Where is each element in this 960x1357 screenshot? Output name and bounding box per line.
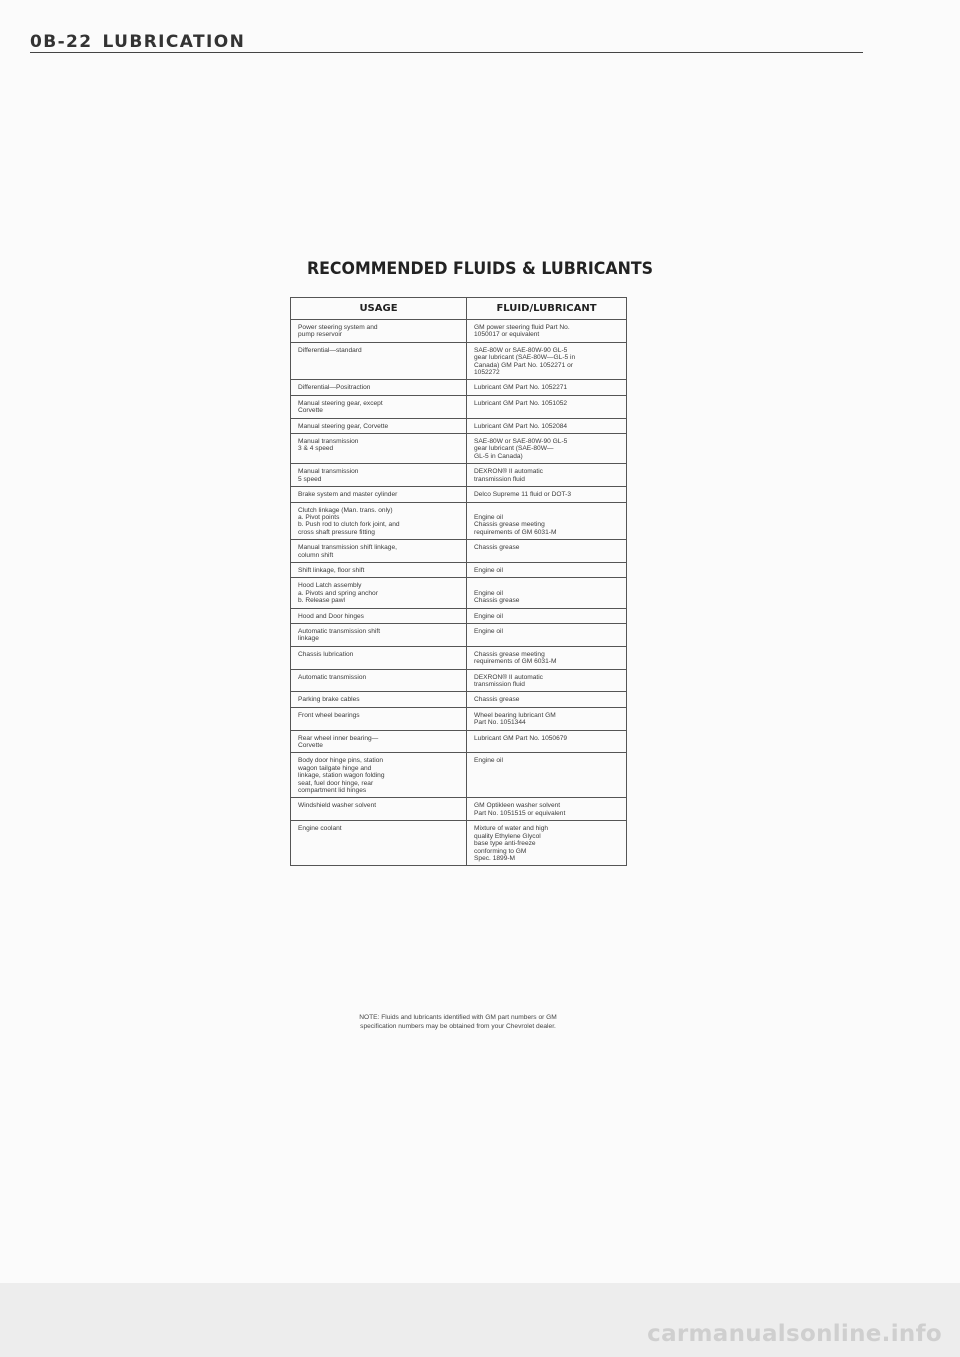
usage-cell: Automatic transmission: [291, 669, 467, 692]
section-title: LUBRICATION: [102, 32, 246, 52]
footnote: NOTE: Fluids and lubricants identified with GM part numbers or GM specification numbers may be obtained from your Chevrolet dealer.: [359, 1014, 557, 1030]
fluid-cell: DEXRON® II automatic transmission fluid: [467, 464, 627, 487]
header-rule: [30, 52, 863, 53]
table-row: [291, 798, 627, 821]
table-row: [291, 320, 627, 343]
fluid-cell: Delco Supreme 11 fluid or DOT-3: [467, 487, 627, 502]
table-body: [291, 320, 627, 866]
table-title: RECOMMENDED FLUIDS & LUBRICANTS: [306, 259, 654, 279]
fluid-cell: Lubricant GM Part No. 1052271: [467, 380, 627, 395]
fluid-cell: Engine oil Chassis grease meeting requirements of GM 6031-M: [467, 502, 627, 540]
table-row: [291, 502, 627, 540]
fluid-cell: Engine oil: [467, 753, 627, 798]
usage-cell: Manual transmission 5 speed: [291, 464, 467, 487]
usage-cell: Front wheel bearings: [291, 707, 467, 730]
fluid-cell: Wheel bearing lubricant GM Part No. 1051344: [467, 707, 627, 730]
table-row: [291, 730, 627, 753]
fluid-cell: SAE-80W or SAE-80W-90 GL-5 gear lubricant (SAE-80W—GL-5 in Canada) GM Part No. 1052271 or 1052272: [467, 342, 627, 380]
usage-cell: Parking brake cables: [291, 692, 467, 707]
fluid-cell: Lubricant GM Part No. 1051052: [467, 395, 627, 418]
table-row: [291, 395, 627, 418]
usage-cell: Manual steering gear, Corvette: [291, 418, 467, 433]
fluid-cell: Lubricant GM Part No. 1050679: [467, 730, 627, 753]
fluid-cell: GM power steering fluid Part No. 1050017 or equivalent: [467, 320, 627, 343]
page-code: 0B-22: [30, 32, 93, 52]
fluid-cell: Chassis grease meeting requirements of GM 6031-M: [467, 646, 627, 669]
fluid-cell: Lubricant GM Part No. 1052084: [467, 418, 627, 433]
table-row: [291, 540, 627, 563]
usage-cell: Body door hinge pins, station wagon tailgate hinge and linkage, station wagon folding seat, fuel door hinge, rear compartment lid hinges: [291, 753, 467, 798]
usage-cell: Brake system and master cylinder: [291, 487, 467, 502]
fluid-cell: Engine oil: [467, 562, 627, 577]
page-bottom-margin: [0, 1283, 960, 1357]
table-row: [291, 487, 627, 502]
table-row: [291, 562, 627, 577]
table-row: [291, 753, 627, 798]
usage-cell: Manual transmission 3 & 4 speed: [291, 434, 467, 464]
table-row: [291, 434, 627, 464]
table-row: [291, 669, 627, 692]
fluid-cell: Engine oil: [467, 623, 627, 646]
table-row: [291, 342, 627, 380]
fluid-cell: SAE-80W or SAE-80W-90 GL-5 gear lubricant (SAE-80W— GL-5 in Canada): [467, 434, 627, 464]
table-row: [291, 418, 627, 433]
fluid-cell: Engine oil: [467, 608, 627, 623]
usage-cell: Windshield washer solvent: [291, 798, 467, 821]
usage-cell: Engine coolant: [291, 821, 467, 866]
usage-cell: Hood Latch assembly a. Pivots and spring anchor b. Release pawl: [291, 578, 467, 608]
usage-cell: Differential—Positraction: [291, 380, 467, 395]
table-row: [291, 821, 627, 866]
column-header-usage: USAGE: [291, 298, 467, 320]
fluid-cell: Chassis grease: [467, 540, 627, 563]
usage-cell: Automatic transmission shift linkage: [291, 623, 467, 646]
column-header-fluid: FLUID/LUBRICANT: [467, 298, 627, 320]
usage-cell: Power steering system and pump reservoir: [291, 320, 467, 343]
table-row: [291, 692, 627, 707]
usage-cell: Hood and Door hinges: [291, 608, 467, 623]
fluids-table: [290, 297, 627, 866]
fluid-cell: Engine oil Chassis grease: [467, 578, 627, 608]
fluid-cell: Mixture of water and high quality Ethylene Glycol base type anti-freeze conforming to GM Spec. 1899-M: [467, 821, 627, 866]
table-row: [291, 578, 627, 608]
usage-cell: Manual transmission shift linkage, column shift: [291, 540, 467, 563]
usage-cell: Manual steering gear, except Corvette: [291, 395, 467, 418]
table-header-row: [291, 298, 627, 320]
watermark: carmanualsonline.info: [647, 1321, 942, 1347]
table-row: [291, 623, 627, 646]
fluid-cell: GM Optikleen washer solvent Part No. 1051515 or equivalent: [467, 798, 627, 821]
table-row: [291, 380, 627, 395]
table-row: [291, 464, 627, 487]
page-header: [30, 32, 245, 52]
usage-cell: Clutch linkage (Man. trans. only) a. Pivot points b. Push rod to clutch fork joint, and cross shaft pressure fitting: [291, 502, 467, 540]
usage-cell: Shift linkage, floor shift: [291, 562, 467, 577]
usage-cell: Differential—standard: [291, 342, 467, 380]
table-row: [291, 646, 627, 669]
fluid-cell: DEXRON® II automatic transmission fluid: [467, 669, 627, 692]
usage-cell: Chassis lubrication: [291, 646, 467, 669]
table-row: [291, 707, 627, 730]
fluid-cell: Chassis grease: [467, 692, 627, 707]
table-row: [291, 608, 627, 623]
usage-cell: Rear wheel inner bearing— Corvette: [291, 730, 467, 753]
